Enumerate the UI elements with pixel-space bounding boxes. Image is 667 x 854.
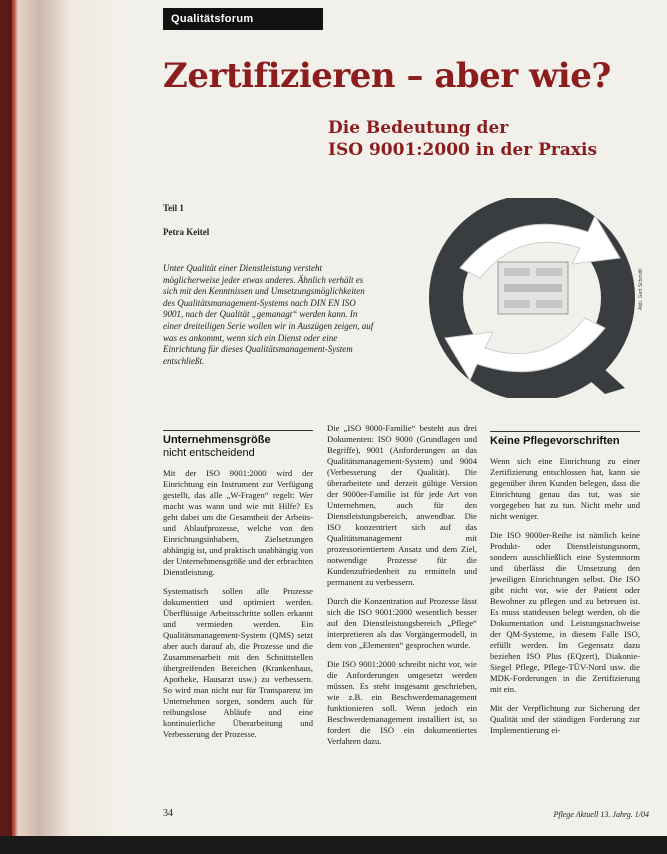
paragraph: Durch die Konzentration auf Prozesse lässt sich die ISO 9001:2000 wesentlich besser auf den Dienstleistungsbereich „Pflege“ interpretieren als das Vorgängermodell, in dem von „Elementen“ gesprochen wurde. — [327, 596, 477, 650]
process-box-1 — [504, 268, 530, 276]
section-heading-company-size — [163, 430, 313, 460]
section-heading-no-care-rules: Keine Pflegevorschriften — [490, 431, 640, 448]
stacked-page-edges — [0, 0, 124, 854]
paragraph: Mit der Verpflichtung zur Sicherung der Qualität und der ständigen Forderung zur Implementierung ei- — [490, 703, 640, 735]
quality-cycle-illustration — [420, 198, 645, 398]
process-box-2 — [536, 268, 562, 276]
text-column-3 — [490, 431, 640, 744]
scan-bottom-edge — [0, 836, 667, 854]
paragraph: Systematisch sollen alle Prozesse dokumentiert und optimiert werden. Überflüssige Arbeitsschritte sollen erkannt und vermieden werden. Ein Qualitätsmanagement-System (QMS) setzt aber auch darauf ab, die Prozesse und die Zusammenarbeit mit den Schnittstellen übergreifenden Bereichen (Krankenhaus, Apotheke, Hausarzt usw.) zu verbessern. So wird man nicht nur für Transparenz im Unternehmen sorgen, sondern auch für reibungslose Abläufe und eine kontinuierliche Überarbeitung und Verbesserung der Prozesse. — [163, 586, 313, 739]
process-box-5 — [536, 300, 562, 308]
article-intro: Unter Qualität einer Dienstleistung versteht möglicherweise jeder etwas anderes. Ähnlich verhält es sich mit den Kenntnissen und Umsetzungsmöglichkeiten des Qualitätsmanagement-Systems nach DIN EN ISO 9001, nach der Qualität „gemanagt“ werden kann. In einer dreiteiligen Serie wollen wir in Auszügen zeigen, auf was es ankommt, wenn sich ein Dienst oder eine Einrichtung für dieses Qualitätsmanagement-System entschließt. — [163, 263, 374, 366]
binding-edge — [0, 0, 12, 854]
section-label: Qualitätsforum — [163, 8, 323, 30]
paragraph: Die ISO 9001:2000 schreibt nicht vor, wie die Anforderungen umgesetzt werden müssen. Es steht insgesamt geschrieben, wie z.B. ein Beschwerdemanagement funktionieren soll. Wenn jedoch ein Beschwerdemanagement installiert ist, so fordert die ISO ein dokumentiertes Verfahren dazu. — [327, 659, 477, 746]
image-credit: Abb. Gert Schmidt — [638, 269, 644, 310]
paragraph: Die ISO 9000er-Reihe ist nämlich keine Produkt- oder Dienstleistungsnorm, sondern ausschließlich eine Systemnorm und überlässt die Umsetzung den jeweiligen Einrichtungen selbst. Die ISO gibt nicht vor, wie der Patient oder Bewohner zu pflegen und zu betreuen ist. Es muss stattdessen belegt werden, ob die Dokumentation und Leistungsnachweise der QM-Systeme, in diesem Falle ISO, erfüllt werden. Im Gegensatz dazu beziehen ISO Plus (EQzert), Diakonie-Siegel Pflege, Pflege-TÜV-Nord usw. die MDK-Forderungen in die Zertifizierung mit ein. — [490, 530, 640, 694]
process-box-4 — [504, 300, 530, 308]
journal-reference: Pflege Aktuell 13. Jahrg. 1/04 — [553, 810, 649, 819]
paragraph: Mit der ISO 9001:2000 wird der Einrichtung ein Instrument zur Verfügung gestellt, das alle „W-Fragen“ regelt: Wer macht was wann und wie mit Hilfe? Es geht dabei um die Gesamtheit der Arbeits- und Ablaufprozesse, welche von den Einrichtungsinhabern, Zielsetzungen abhängig ist, und praktisch unabhängig von der Unternehmensgröße und der erbrachten Dienstleistung. — [163, 468, 313, 577]
process-box-3 — [504, 284, 562, 292]
text-column-2 — [327, 423, 477, 755]
heading-bold-part: Unternehmensgröße — [163, 434, 271, 446]
heading-normal-part: nicht entscheidend — [163, 447, 255, 459]
article-subtitle — [328, 117, 628, 161]
text-column-1 — [163, 430, 313, 748]
subtitle-line-1: Die Bedeutung der — [328, 118, 509, 138]
article-title: Zertifizieren – aber wie? — [163, 56, 611, 96]
author-name: Petra Keitel — [163, 227, 210, 237]
paragraph: Wenn sich eine Einrichtung zu einer Zertifizierung entschlossen hat, kann sie gegenüber ihren Kunden belegen, dass die Einrichtung genau das tut, was sie vorgegeben hat zu tun. Nicht mehr und nicht weniger. — [490, 456, 640, 521]
subtitle-line-2: ISO 9001:2000 in der Praxis — [328, 140, 598, 160]
series-part: Teil 1 — [163, 203, 184, 213]
page-number: 34 — [163, 808, 173, 819]
paragraph: Die „ISO 9000-Familie“ besteht aus drei Dokumenten: ISO 9000 (Grundlagen und Begriffe), 9001 (Anforderungen an das Qualitätsmanagement-System) und 9004 (Verbesserung der Qualität). Die überarbeitete und derzeit gültige Version der 9000er-Familie ist für jede Art von Unternehmen, auch für den Dienstleistungsbereich, anwendbar. Die ISO konzentriert sich auf das Qualitätsmanagement mit prozessorientiertem Ansatz und dem Ziel, notwendige Prozesse für die Kundenzufriedenheit zu ermitteln und permanent zu verbessern. — [327, 423, 477, 587]
